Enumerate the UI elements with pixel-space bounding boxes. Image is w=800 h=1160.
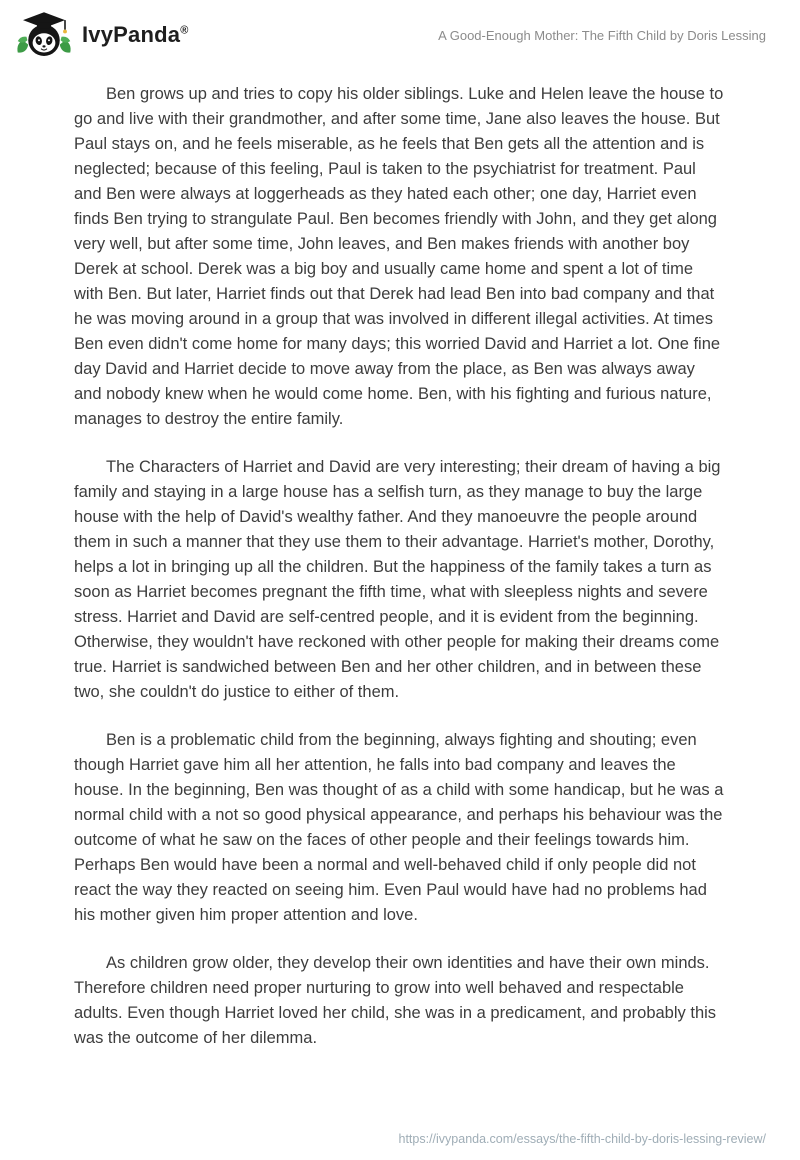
essay-content <box>0 62 800 1051</box>
essay-paragraph-2: The Characters of Harriet and David are very interesting; their dream of having a big family and staying in a large house has a selfish turn, as they manage to buy the large house with the help of David's wealthy father. And they manoeuvre the people around them in such a manner that they use them to their advantage. Harriet's mother, Dorothy, helps a lot in bringing up all the children. But the happiness of the family takes a turn as soon as Harriet becomes pregnant the fifth time, what with sleepless nights and severe stress. Harriet and David are self-centred people, and it is evident from the beginning. Otherwise, they wouldn't have reckoned with other people for making their dreams come true. Harriet is sandwiched between Ben and her other children, and in between these two, she couldn't do justice to either of them. <box>74 458 721 701</box>
header <box>0 0 800 62</box>
page-title: A Good-Enough Mother: The Fifth Child by Doris Lessing <box>438 27 766 43</box>
essay-paragraph-4: As children grow older, they develop their own identities and have their own minds. Therefore children need proper nurturing to grow into well behaved and respectable adults. Even though Harriet loved her child, she was in a predicament, and probably this was the outcome of her dilemma. <box>74 954 717 1047</box>
footer <box>399 1130 767 1148</box>
brand-link[interactable] <box>16 10 189 60</box>
registered-mark: ® <box>180 24 189 37</box>
essay-paragraph-3: Ben is a problematic child from the beginning, always fighting and shouting; even though Harriet gave him all her attention, he falls into bad company and leaves the house. In the beginning, Ben was thought of as a child with some handicap, but he was a normal child with a not so good physical appearance, and perhaps his behaviour was the outcome of what he saw on the faces of other people and their feelings towards him. Perhaps Ben would have been a normal and well-behaved child if only people did not react the way they reacted on seeing him. Even Paul would have had no problems had his mother given him proper attention and love. <box>74 731 724 924</box>
ivypanda-panda-graduate-logo-icon <box>16 10 72 60</box>
brand-name <box>82 22 189 48</box>
source-url-link[interactable]: https://ivypanda.com/essays/the-fifth-child-by-doris-lessing-review/ <box>398 1132 766 1146</box>
essay-paragraph-1: Ben grows up and tries to copy his older siblings. Luke and Helen leave the house to go and live with their grandmother, and after some time, Jane also leaves the house. But Paul stays on, and he feels miserable, as he feels that Ben gets all the attention and is neglected; because of this feeling, Paul is taken to the psychiatrist for treatment. Paul and Ben were always at loggerheads as they hated each other; one day, Harriet even finds Ben trying to strangulate Paul. Ben becomes friendly with John, and they get along very well, but after some time, John leaves, and Ben makes friends with another boy Derek at school. Derek was a big boy and usually came home and spent a lot of time with Ben. But later, Harriet finds out that Derek had lead Ben into bad company and that he was moving around in a group that was involved in different illegal activities. At times Ben even didn't come home for many days; this worried David and Harriet a lot. One fine day David and Harriet decide to move away from the place, as Ben was always away and nobody knew when he would come home. Ben, with his fighting and furious nature, manages to destroy the entire family. <box>74 85 724 428</box>
brand-text: IvyPanda <box>82 22 181 47</box>
